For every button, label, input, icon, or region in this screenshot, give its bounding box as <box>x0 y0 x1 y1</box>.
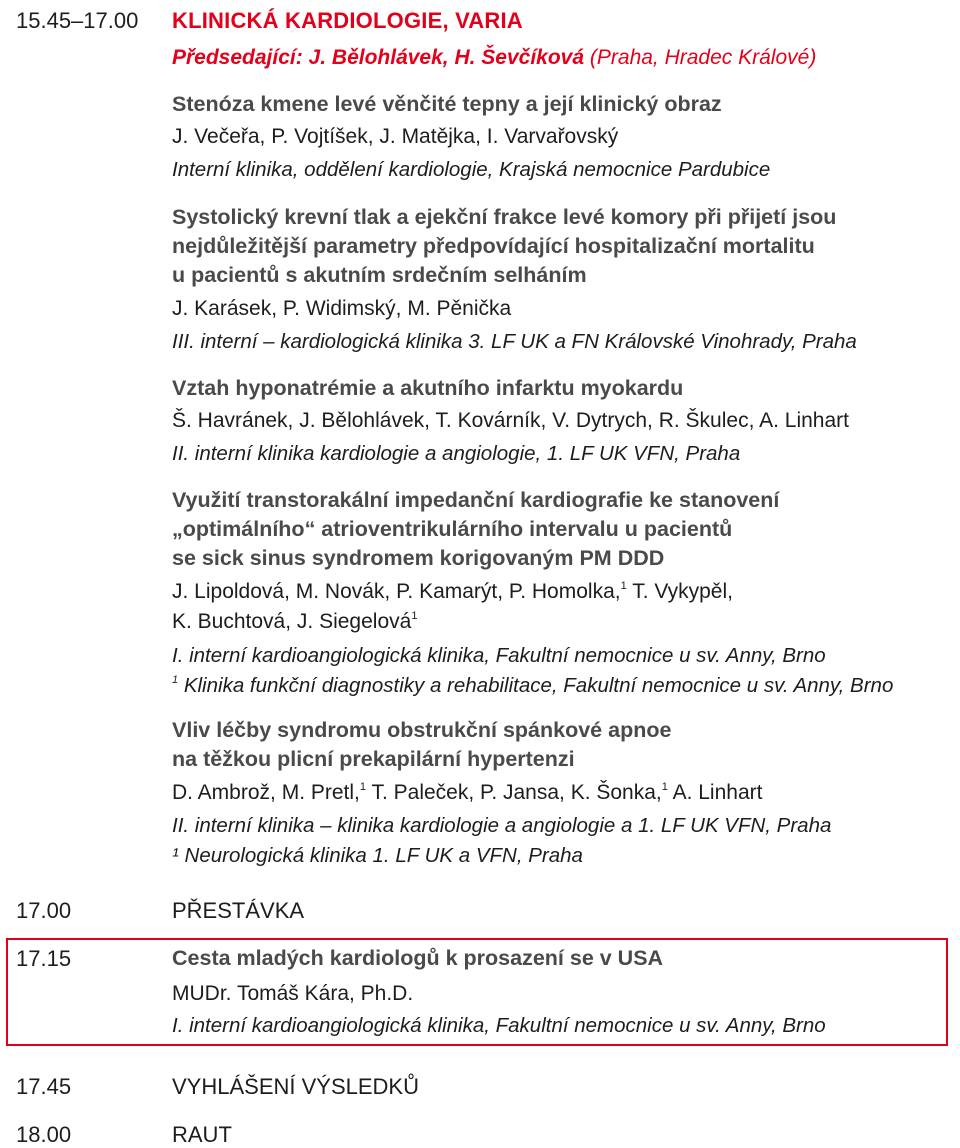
reception-time: 18.00 <box>16 1122 72 1147</box>
superscript: 1 <box>661 781 668 793</box>
talk-3-affiliation: II. interní klinika kardiologie a angiologie, 1. LF UK VFN, Praha <box>172 442 741 465</box>
superscript: 1 <box>620 580 627 592</box>
keynote-title: Cesta mladých kardiologů k prosazení se v USA <box>172 946 664 970</box>
talk-4-title-line-3: se sick sinus syndromem korigovaným PM DDD <box>172 546 665 570</box>
talk-5-authors-part-1: D. Ambrož, M. Pretl, <box>172 781 360 804</box>
superscript: 1 <box>411 610 418 622</box>
talk-4-authors-part-1: J. Lipoldová, M. Novák, P. Kamarýt, P. Homolka, <box>172 580 621 603</box>
talk-3-authors: Š. Havránek, J. Bělohlávek, T. Kovárník, V. Dytrych, R. Škulec, A. Linhart <box>172 409 849 432</box>
talk-2-affiliation: III. interní – kardiologická klinika 3. LF UK a FN Královské Vinohrady, Praha <box>172 330 857 353</box>
talk-4-affiliation-1: I. interní kardioangiologická klinika, Fakultní nemocnice u sv. Anny, Brno <box>172 644 826 667</box>
results-label: VYHLÁŠENÍ VÝSLEDKŮ <box>172 1074 419 1099</box>
talk-2-title-line-2: nejdůležitější parametry předpovídající hospitalizační mortalitu <box>172 234 815 258</box>
keynote-affiliation: I. interní kardioangiologická klinika, Fakultní nemocnice u sv. Anny, Brno <box>172 1014 826 1037</box>
talk-2-authors: J. Karásek, P. Widimský, M. Pěnička <box>172 297 512 320</box>
superscript: 1 <box>172 674 179 686</box>
talk-4-affiliation-2 <box>172 674 893 698</box>
keynote-time: 17.15 <box>16 946 72 971</box>
talk-5-title-line-2: na těžkou plicní prekapilární hypertenzi <box>172 747 575 771</box>
session-title: KLINICKÁ KARDIOLOGIE, VARIA <box>172 8 523 33</box>
talk-5-affiliation-1: II. interní klinika – klinika kardiologie a angiologie a 1. LF UK VFN, Praha <box>172 814 832 837</box>
talk-5-authors-part-3: A. Linhart <box>672 781 763 804</box>
talk-4-authors-part-2: T. Vykypěl, <box>632 580 733 603</box>
session-chairs <box>172 46 816 70</box>
talk-5-title-line-1: Vliv léčby syndromu obstrukční spánkové apnoe <box>172 718 672 742</box>
talk-4-affiliation-2-text: Klinika funkční diagnostiky a rehabilitace, Fakultní nemocnice u sv. Anny, Brno <box>183 674 894 697</box>
chairs-places: (Praha, Hradec Králové) <box>589 46 817 69</box>
talk-5-authors-part-2: T. Paleček, P. Jansa, K. Šonka, <box>371 781 662 804</box>
talk-2-title-line-1: Systolický krevní tlak a ejekční frakce levé komory při přijetí jsou <box>172 205 837 229</box>
talk-4-title-line-2: „optimálního“ atrioventrikulárního intervalu u pacientů <box>172 517 733 541</box>
talk-5-authors <box>172 781 762 805</box>
talk-4-title-line-1: Využití transtorakální impedanční kardiografie ke stanovení <box>172 488 780 512</box>
results-time: 17.45 <box>16 1074 72 1099</box>
chairs-label: Předsedající: J. Bělohlávek, H. Ševčíková <box>172 46 585 69</box>
talk-4-authors-line-2 <box>172 610 417 634</box>
reception-label: RAUT <box>172 1122 232 1147</box>
superscript: 1 <box>359 781 366 793</box>
talk-1-title: Stenóza kmene levé věnčité tepny a její klinický obraz <box>172 92 722 116</box>
break-label: PŘESTÁVKA <box>172 898 305 923</box>
talk-5-affiliation-2: ¹ Neurologická klinika 1. LF UK a VFN, Praha <box>172 844 583 867</box>
break-time: 17.00 <box>16 898 72 923</box>
talk-2-title-line-3: u pacientů s akutním srdečním selháním <box>172 263 587 287</box>
talk-4-authors-part-3: K. Buchtová, J. Siegelová <box>172 610 412 633</box>
talk-3-title: Vztah hyponatrémie a akutního infarktu myokardu <box>172 376 684 400</box>
talk-1-affiliation: Interní klinika, oddělení kardiologie, Krajská nemocnice Pardubice <box>172 158 771 181</box>
keynote-author: MUDr. Tomáš Kára, Ph.D. <box>172 982 414 1005</box>
session-time: 15.45–17.00 <box>16 8 139 33</box>
talk-4-authors-line-1 <box>172 580 733 604</box>
talk-1-authors: J. Večeřa, P. Vojtíšek, J. Matějka, I. Varvařovský <box>172 125 619 148</box>
